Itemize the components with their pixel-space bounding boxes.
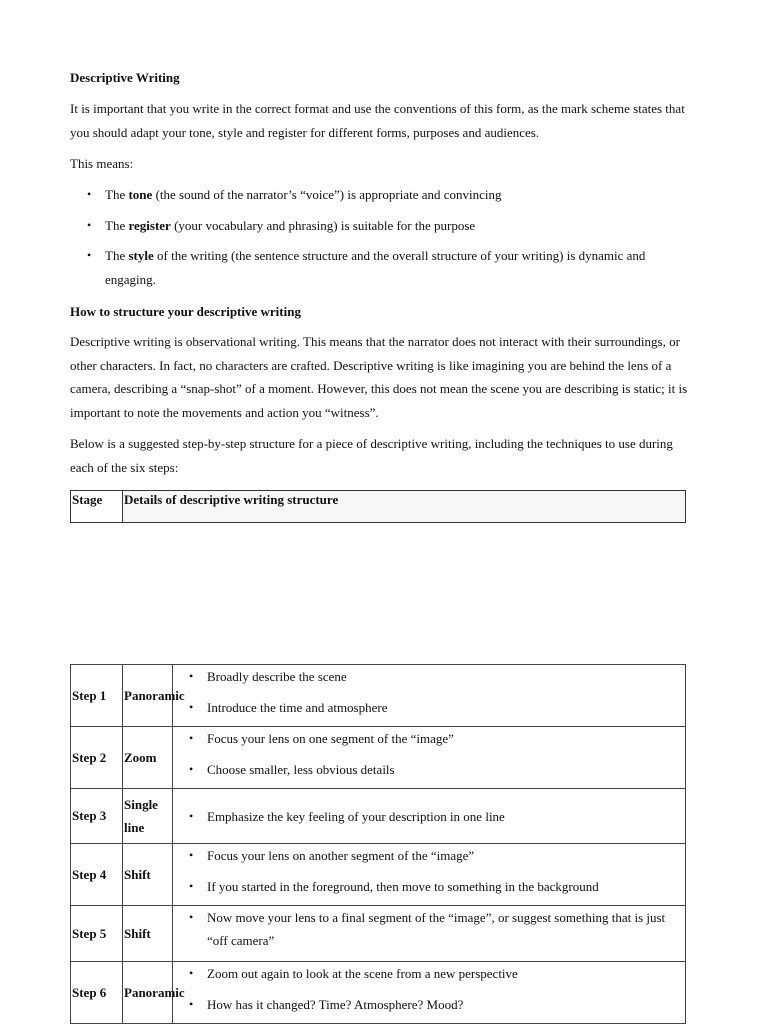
- bullet-icon: •: [87, 187, 92, 201]
- list-item: [189, 906, 685, 952]
- point-keyword: register: [128, 217, 171, 233]
- intro-paragraph: It is important that you write in the correct format and use the conventions of this form, as the mark scheme states that you should adapt your tone, style and register for different forms, purposes and audiences.: [70, 101, 685, 140]
- list-item: [189, 805, 685, 828]
- bullet-icon: •: [189, 879, 194, 893]
- point-text: The: [105, 248, 129, 263]
- list-item: [189, 844, 685, 867]
- step-stage: Step 4: [71, 844, 123, 906]
- list-item: [189, 665, 685, 688]
- step-name: Zoom: [123, 727, 173, 789]
- body-paragraph: Descriptive writing is observational writing. This means that the narrator does not interact with their surroundings, or other characters. In fact, no characters are crafted. Descriptive writing is like imagining you are behind the lens of a camera, describing a “snap-shot” of a moment. However, this does not mean the scene you are describing is static; it is important to note the movements and action you “witness”.: [70, 334, 688, 420]
- step-stage: Step 2: [71, 727, 123, 789]
- section-heading: How to structure your descriptive writing: [70, 304, 301, 319]
- bullet-icon: •: [189, 848, 194, 862]
- detail-text: Focus your lens on another segment of the “image”: [207, 848, 475, 863]
- step-details: [173, 906, 686, 962]
- list-item: [87, 244, 687, 291]
- point-text: (the sound of the narrator’s “voice”) is appropriate and convincing: [152, 187, 502, 202]
- bullet-icon: •: [189, 700, 194, 714]
- step-stage: Step 6: [71, 962, 123, 1024]
- detail-text: Introduce the time and atmosphere: [207, 700, 388, 715]
- point-text: (your vocabulary and phrasing) is suitable for the purpose: [170, 217, 476, 233]
- table-row: [71, 906, 686, 962]
- detail-text: Emphasize the key feeling of your description in one line: [207, 808, 505, 824]
- step-name: Shift: [123, 844, 173, 906]
- list-item: [87, 214, 687, 238]
- point-keyword: tone: [128, 187, 153, 202]
- table-row: [71, 789, 686, 844]
- detail-text: Choose smaller, less obvious details: [207, 762, 395, 777]
- list-item: [189, 727, 685, 750]
- step-details: [173, 727, 686, 789]
- step-name: Panoramic: [123, 665, 173, 727]
- body-paragraph: Below is a suggested step-by-step structure for a piece of descriptive writing, including the techniques to use during each of the six steps:: [70, 436, 673, 475]
- table-row: [71, 844, 686, 906]
- point-text: of the writing (the sentence structure and the overall structure of your writing) is dynamic and engaging.: [105, 248, 646, 287]
- list-item: [189, 696, 685, 719]
- list-item: [189, 758, 685, 781]
- structure-table-header: [70, 490, 686, 523]
- point-text: The: [105, 187, 129, 202]
- bullet-icon: •: [189, 762, 194, 776]
- header-cell-details: Details of descriptive writing structure: [123, 491, 686, 523]
- steps-table: [70, 664, 686, 1024]
- bullet-icon: •: [189, 997, 194, 1011]
- table-row: [71, 727, 686, 789]
- bullet-icon: •: [189, 808, 194, 823]
- detail-text: If you started in the foreground, then move to something in the background: [207, 879, 599, 894]
- table-row: [71, 962, 686, 1024]
- step-details: [173, 844, 686, 906]
- list-item: [189, 962, 685, 985]
- detail-text: Zoom out again to look at the scene from a new perspective: [207, 966, 518, 981]
- table-row: [71, 665, 686, 727]
- bullet-icon: •: [87, 248, 92, 262]
- detail-text: Broadly describe the scene: [207, 669, 347, 684]
- detail-text: Now move your lens to a final segment of the “image”, or suggest something that is just “off camera”: [207, 910, 666, 948]
- header-cell-stage: Stage: [71, 491, 123, 523]
- bullet-icon: •: [189, 910, 194, 924]
- step-stage: Step 5: [71, 906, 123, 962]
- detail-text: How has it changed? Time? Atmosphere? Mood?: [207, 997, 464, 1012]
- point-text: The: [105, 217, 129, 233]
- bullet-icon: •: [189, 966, 194, 980]
- detail-text: Focus your lens on one segment of the “image”: [207, 731, 454, 746]
- bullet-icon: •: [87, 217, 92, 232]
- bullet-icon: •: [189, 731, 194, 745]
- list-item: [189, 875, 685, 898]
- list-item: [189, 993, 685, 1016]
- step-name: Panoramic: [123, 962, 173, 1024]
- list-item: [87, 183, 687, 207]
- step-name: Shift: [123, 906, 173, 962]
- bullet-icon: •: [189, 669, 194, 683]
- step-stage: Step 1: [71, 665, 123, 727]
- step-details: [173, 962, 686, 1024]
- conventions-list: [87, 183, 687, 291]
- point-keyword: style: [128, 248, 154, 263]
- page-title: Descriptive Writing: [70, 70, 180, 85]
- this-means-label: This means:: [70, 156, 134, 171]
- step-details: [173, 665, 686, 727]
- step-name: Single line: [123, 789, 173, 844]
- step-details: [173, 789, 686, 844]
- step-stage: Step 3: [71, 789, 123, 844]
